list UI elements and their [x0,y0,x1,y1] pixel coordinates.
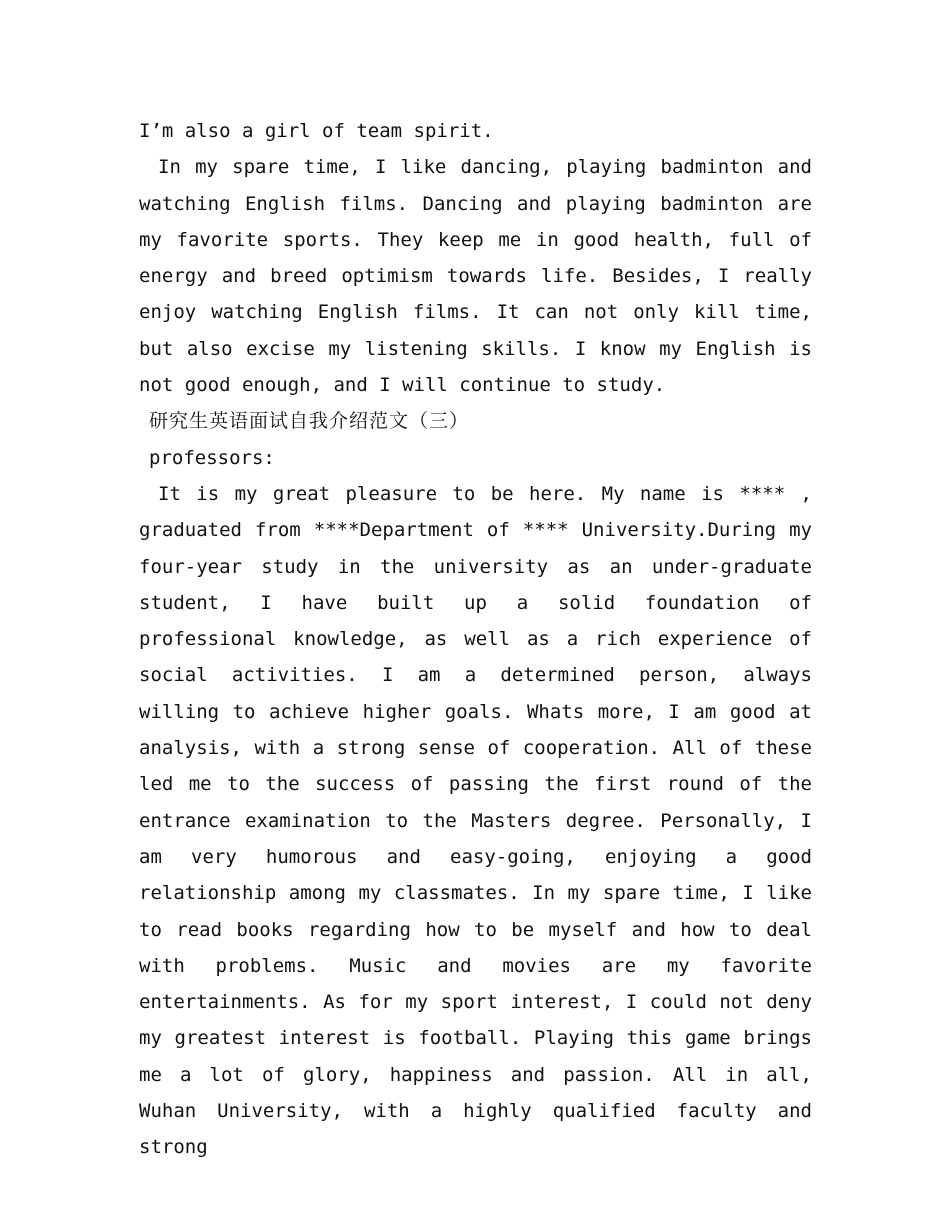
introduction-paragraph: It is my great pleasure to be here. My name is **** , graduated from ****Department of **** University.During my four-year study in the university as an under-graduate student, I have built up a solid foundation of professional knowledge, as well as a rich experience of social activities. I am a determined person, always willing to achieve higher goals. Whats more, I am good at analysis, with a strong sense of cooperation. All of these led me to the success of passing the first round of the entrance examination to the Masters degree. Personally, I am very humorous and easy-going, enjoying a good relationship among my classmates. In my spare time, I like to read books regarding how to be myself and how to deal with problems. Music and movies are my favorite entertainments. As for my sport interest, I could not deny my greatest interest is football. Playing this game brings me a lot of glory, happiness and passion. All in all, Wuhan University, with a highly qualified faculty and strong [139,482,812,1159]
document-body [139,113,812,1166]
hobbies-paragraph: In my spare time, I like dancing, playing badminton and watching English films. Dancing and playing badminton are my favorite sports. They keep me in good health, full of energy and breed optimism towards life. Besides, I really enjoy watching English films. It can not only kill time, but also excise my listening skills. I know my English is not good enough, and I will continue to study. [139,156,812,397]
section-heading: 研究生英语面试自我介绍范文（三） [149,410,470,433]
continued-line: I’m also a girl of team spirit. [139,120,494,142]
salutation: professors: [149,446,275,469]
